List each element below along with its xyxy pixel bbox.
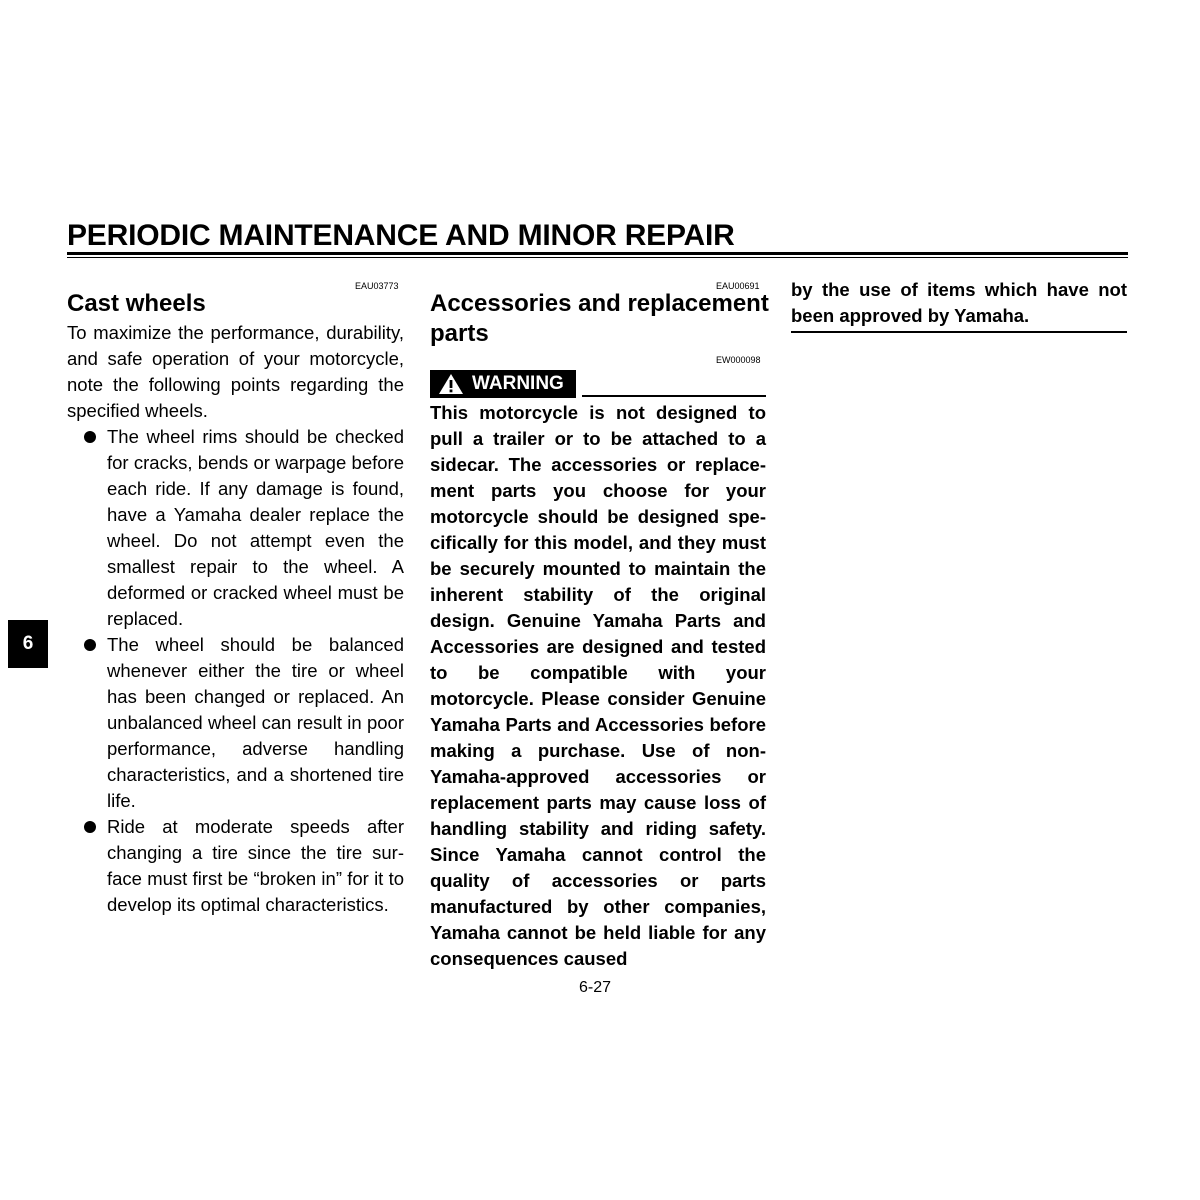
bullet-item [80,424,404,632]
cast-wheels-code: EAU03773 [355,281,399,291]
bullet-text: The wheel rims should be checked for cracks, bends or warpage before each ride. If any damage is found, have a Yamaha dealer replace the wheel. Do not attempt even the smallest repair to the wheel. A deformed or cracked wheel must be replaced. [107,426,404,629]
bullet-item [80,632,404,814]
cast-wheels-intro: To maximize the performance, durability, and safe operation of your motorcycle, note the following points regarding the specified wheels. [67,322,404,421]
bullet-dot-icon [84,431,96,443]
bullet-text: The wheel should be balanced whenever either the tire or wheel has been changed or replaced. An unbalanced wheel can result in poor performance, adverse handling characteristics, and a shortened tire life. [107,634,404,811]
warning-badge [430,370,576,398]
bullet-dot-icon [84,639,96,651]
warning-text: This motorcycle is not designed to pull a trailer or to be attached to a sidecar. The accessories or replacement parts you choose for your motorcycle should be designed specifically for this model, and they must be securely mounted to maintain the inherent stability of the original design. Genuine Yamaha Parts and Accessories are designed and tested to be compatible with your motorcycle. Please consider Genuine Yamaha Parts and Accessories before making a purchase. Use of non-Yamaha-approved accessories or replacement parts may cause loss of handling stability and riding safety. Since Yamaha cannot control the quality of accessories or parts manufactured by other companies, Yamaha cannot be held liable for any consequences caused [430,402,766,969]
header-rule-thin [67,257,1128,258]
warning-rule [582,395,766,397]
bullet-dot-icon [84,821,96,833]
bullet-text: Ride at moderate speeds after changing a tire since the tire surface must first be “broken in” for it to develop its optimal characteristics. [107,816,404,915]
page-number: 6-27 [578,979,612,996]
bullet-item [80,814,404,918]
warning-label: WARNING [472,373,564,394]
warning-triangle-icon [438,373,464,395]
chapter-tab: 6 [8,620,48,668]
accessories-title: Accessories and replacement parts [430,290,769,347]
warning-code: EW000098 [716,355,761,365]
cast-wheels-title: Cast wheels [67,290,206,317]
accessories-code: EAU00691 [716,281,760,291]
warning-end-rule [791,331,1127,333]
header-rule-thick [67,252,1128,255]
cast-wheels-bullet-list [80,424,404,918]
page-header-title: PERIODIC MAINTENANCE AND MINOR REPAIR [67,219,735,252]
warning-text-continued: by the use of items which have not been approved by Yamaha. [791,279,1127,326]
warning-header [430,370,766,398]
